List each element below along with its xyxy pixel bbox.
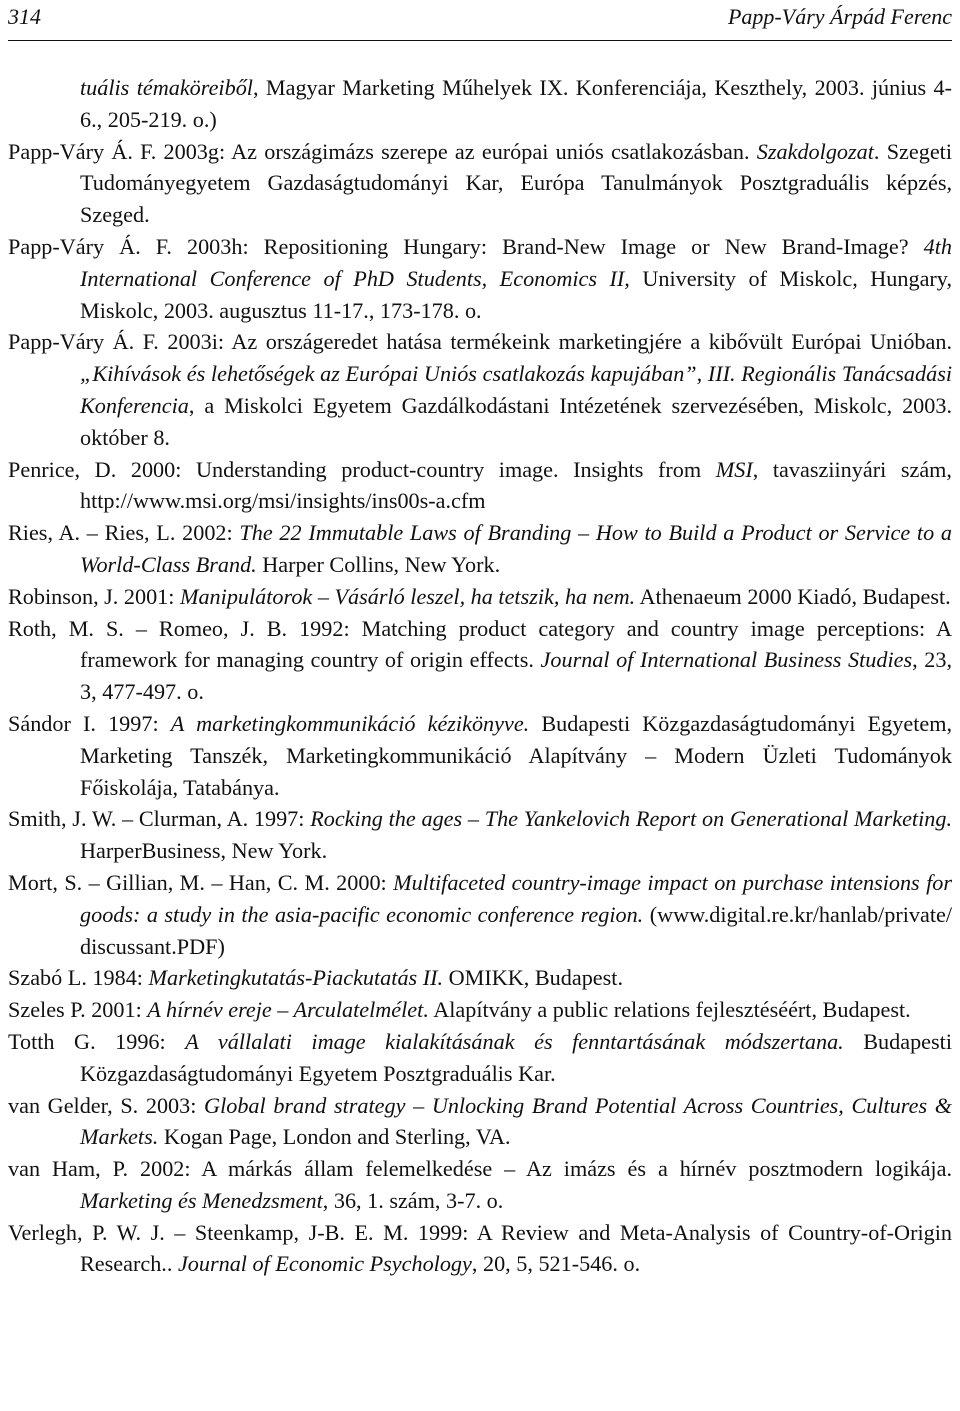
- page-number: 314: [8, 4, 41, 29]
- reference-text: Penrice, D. 2000: Understanding product-country image. Insights from: [8, 456, 716, 482]
- reference-title-italic: Marketing és Menedzsment: [80, 1187, 323, 1213]
- reference-title-italic: tuális témaköreiből: [80, 75, 253, 100]
- reference-text: Totth G. 1996:: [8, 1028, 186, 1054]
- reference-text: Smith, J. W. ‒ Clurman, A. 1997:: [8, 806, 311, 832]
- reference-text: Ries, A. ‒ Ries, L. 2002:: [8, 520, 240, 546]
- reference-entry: [8, 136, 952, 231]
- reference-text: Athenaeum 2000 Kiadó, Budapest.: [635, 583, 951, 609]
- reference-text: Sándor I. 1997:: [8, 710, 171, 736]
- reference-text: Mort, S. ‒ Gillian, M. ‒ Han, C. M. 2000:: [8, 869, 394, 895]
- reference-text: , 36, 1. szám, 3-7. o.: [322, 1187, 504, 1213]
- reference-title-italic: Rocking the ages ‒ The Yankelovich Report on Generational Marketing.: [310, 806, 952, 832]
- reference-text: Kogan Page, London and Sterling, VA.: [158, 1124, 511, 1150]
- reference-entry: [8, 1026, 952, 1090]
- reference-text: Alapítvány a public relations fejlesztéséért, Budapest.: [428, 997, 911, 1023]
- reference-title-italic: A vállalati image kialakításának és fenntartásának módszertana.: [185, 1028, 844, 1054]
- reference-text: (www.digital.re.kr/hanlab/private/ discussant.PDF): [80, 901, 952, 959]
- reference-text: , Magyar Marketing Műhelyek IX. Konferenciája, Keszthely, 2003. június 4-6., 205-219. o.): [80, 75, 953, 132]
- reference-title-italic: A marketingkommunikáció kézikönyve.: [170, 710, 530, 736]
- reference-entry: [8, 454, 952, 518]
- reference-text: Verlegh, P. W. J. ‒ Steenkamp, J-B. E. M. 1999: A Review and Meta-Analysis of Country-of-Origin Research..: [8, 1219, 952, 1277]
- reference-entry: [8, 867, 952, 962]
- reference-entry: [8, 231, 952, 326]
- reference-text: van Ham, P. 2002: A márkás állam felemelkedése ‒ Az imázs és a hírnév posztmodern logikája.: [8, 1156, 952, 1182]
- reference-text: Robinson, J. 2001:: [8, 583, 180, 609]
- reference-entry: [8, 962, 952, 994]
- reference-title-italic: Multifaceted country-image impact on purchase intensions for goods: a study in the asia-pacific economic conference region.: [80, 869, 952, 927]
- reference-text: , tavasziinyári szám, http://www.msi.org/msi/insights/ins00s-a.cfm: [80, 456, 952, 514]
- reference-entry: [8, 708, 952, 803]
- reference-entry: [8, 517, 952, 581]
- reference-text: Papp-Váry Á. F. 2003i: Az országeredet hatása termékeink marketingjére a kibővült Európai Unióban.: [8, 329, 952, 355]
- reference-text: , 23, 3, 477-497. o.: [80, 647, 953, 705]
- reference-text: Papp-Váry Á. F. 2003g: Az országimázs szerepe az európai uniós csatlakozásban.: [8, 138, 757, 164]
- reference-title-italic: MSI: [715, 456, 753, 482]
- reference-entry: [8, 803, 952, 867]
- reference-text: University of Miskolc, Hungary, Miskolc, 2003. augusztus 11-17., 173-178. o.: [80, 265, 953, 323]
- reference-title-italic: Manipulátorok ‒ Vásárló leszel, ha tetszik, ha nem.: [179, 583, 636, 609]
- reference-text: Budapesti Közgazdaságtudományi Egyetem, Marketing Tanszék, Marketingkommunikáció Alapítvány ‒ Modern Üzleti Tudományok Főiskolája, Tatabánya.: [80, 710, 953, 800]
- reference-title-italic: A hírnév ereje ‒ Arculatelmélet.: [147, 997, 429, 1023]
- reference-entry: [8, 1217, 952, 1281]
- reference-title-italic: Journal of International Business Studies: [540, 647, 913, 673]
- reference-entry: [8, 613, 952, 708]
- reference-title-italic: The 22 Immutable Laws of Branding ‒ How to Build a Product or Service to a World-Class Brand.: [80, 520, 952, 577]
- reference-title-italic: „Kihívások és lehetőségek az Európai Uniós csatlakozás kapujában”, III. Regionális Tanácsadási Konferencia: [80, 361, 952, 418]
- reference-text: OMIKK, Budapest.: [443, 965, 623, 991]
- reference-text: Budapesti Közgazdaságtudományi Egyetem Posztgraduális Kar.: [80, 1028, 952, 1086]
- reference-text: van Gelder, S. 2003:: [8, 1092, 205, 1118]
- reference-title-italic: Global brand strategy ‒ Unlocking Brand Potential Across Countries, Cultures & Markets.: [80, 1092, 952, 1150]
- running-header: [8, 0, 952, 41]
- reference-text: Szeles P. 2001:: [8, 997, 148, 1023]
- reference-text: Harper Collins, New York.: [256, 551, 501, 577]
- reference-text: . Szegeti Tudományegyetem Gazdaságtudományi Kar, Európa Tanulmányok Posztgraduális képzés, Szeged.: [80, 138, 952, 228]
- reference-title-italic: Marketingkutatás-Piackutatás II.: [148, 965, 444, 991]
- reference-entry: [8, 581, 952, 613]
- reference-entry-continued: [8, 72, 952, 136]
- reference-title-italic: Szakdolgozat: [756, 138, 874, 164]
- reference-entry: [8, 994, 952, 1026]
- running-header-author: Papp-Váry Árpád Ferenc: [727, 4, 952, 29]
- reference-text: HarperBusiness, New York.: [80, 838, 328, 864]
- reference-list: [8, 72, 952, 1280]
- reference-text: Szabó L. 1984:: [8, 965, 149, 991]
- reference-text: , a Miskolci Egyetem Gazdálkodástani Intézetének szervezésében, Miskolc, 2003. október 8.: [80, 392, 952, 450]
- reference-text: Papp-Váry Á. F. 2003h: Repositioning Hungary: Brand-New Image or New Brand-Image?: [8, 233, 924, 259]
- reference-title-italic: 4th International Conference of PhD Students, Economics II,: [80, 233, 952, 291]
- reference-entry: [8, 1090, 952, 1154]
- reference-text: , 20, 5, 521-546. o.: [471, 1251, 641, 1277]
- reference-entry: [8, 326, 952, 453]
- reference-title-italic: Journal of Economic Psychology: [177, 1251, 472, 1277]
- reference-entry: [8, 1153, 952, 1217]
- reference-text: Roth, M. S. ‒ Romeo, J. B. 1992: Matching product category and country image perceptions: A framework for managing country of origin effects.: [8, 615, 952, 673]
